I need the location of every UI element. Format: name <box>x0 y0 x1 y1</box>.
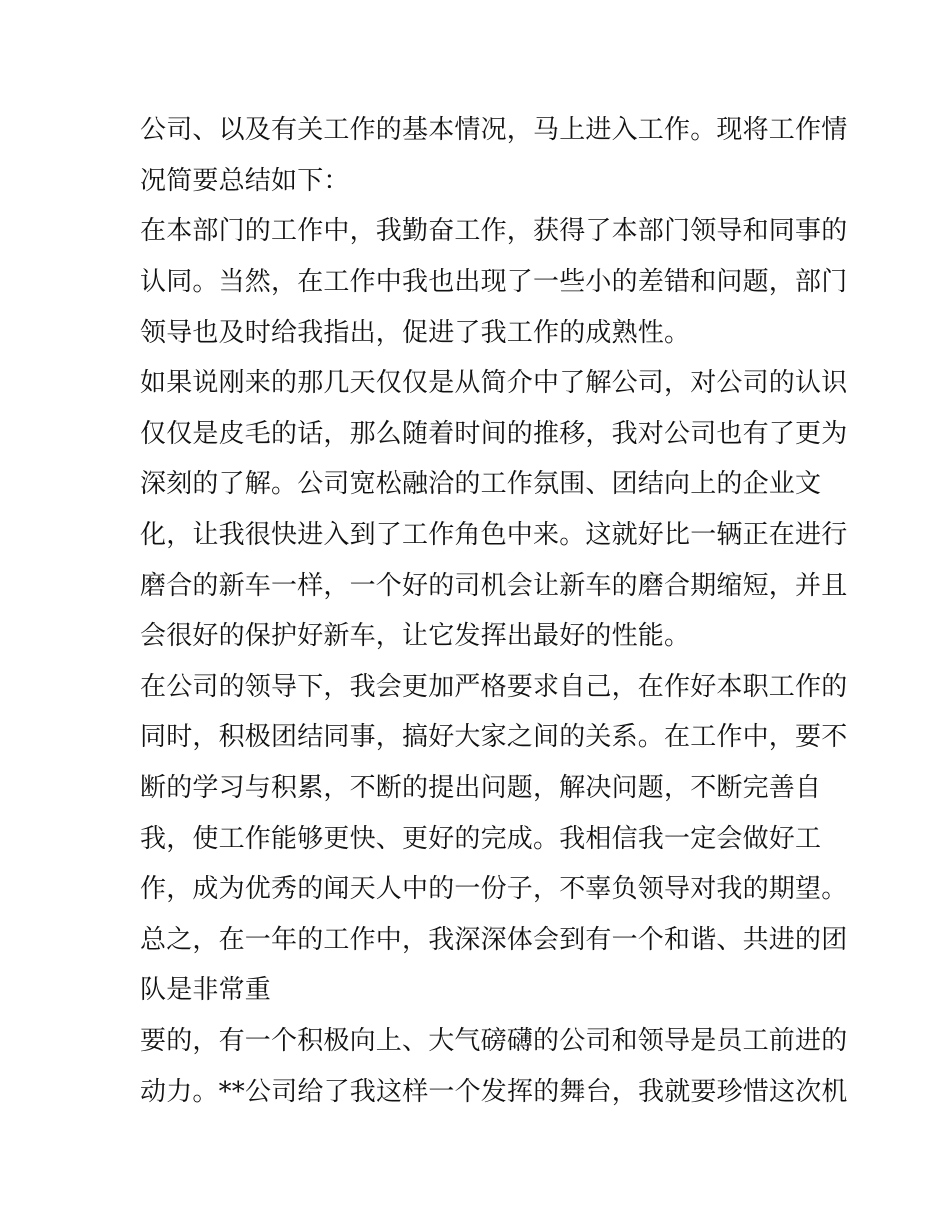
text-line-19: 要的，有一个积极向上、大气磅礴的公司和领导是员工前进的 <box>140 1026 848 1056</box>
text-line-6: 如果说刚来的那几天仅仅是从简介中了解公司，对公司的认识 <box>140 368 848 398</box>
text-line-7: 仅仅是皮毛的话，那么随着时间的推移，我对公司也有了更为 <box>140 419 848 449</box>
text-line-8: 深刻的了解。公司宽松融洽的工作氛围、团结向上的企业文 <box>140 469 822 499</box>
text-line-4: 认同。当然，在工作中我也出现了一些小的差错和问题，部门 <box>140 267 848 297</box>
text-line-15: 我，使工作能够更快、更好的完成。我相信我一定会做好工 <box>140 824 822 854</box>
text-line-10: 磨合的新车一样，一个好的司机会让新车的磨合期缩短，并且 <box>140 571 848 601</box>
text-line-18: 队是非常重 <box>140 975 272 1005</box>
text-line-14: 断的学习与积累，不断的提出问题，解决问题，不断完善自 <box>140 773 822 803</box>
text-line-13: 同时，积极团结同事，搞好大家之间的关系。在工作中，要不 <box>140 722 848 752</box>
text-line-3: 在本部门的工作中，我勤奋工作，获得了本部门领导和同事的 <box>140 216 848 246</box>
text-line-11: 会很好的保护好新车，让它发挥出最好的性能。 <box>140 621 691 651</box>
text-line-12: 在公司的领导下，我会更加严格要求自己，在作好本职工作的 <box>140 672 848 702</box>
text-line-20: 动力。**公司给了我这样一个发挥的舞台，我就要珍惜这次机 <box>140 1077 848 1107</box>
text-line-9: 化，让我很快进入到了工作角色中来。这就好比一辆正在进行 <box>140 520 848 550</box>
text-line-5: 领导也及时给我指出，促进了我工作的成熟性。 <box>140 318 691 348</box>
text-line-1: 公司、以及有关工作的基本情况，马上进入工作。现将工作情 <box>140 115 848 145</box>
text-line-16: 作，成为优秀的闻天人中的一份子，不辜负领导对我的期望。 <box>140 874 848 904</box>
text-line-2: 况简要总结如下： <box>140 166 350 196</box>
text-line-17: 总之，在一年的工作中，我深深体会到有一个和谐、共进的团 <box>140 925 848 955</box>
